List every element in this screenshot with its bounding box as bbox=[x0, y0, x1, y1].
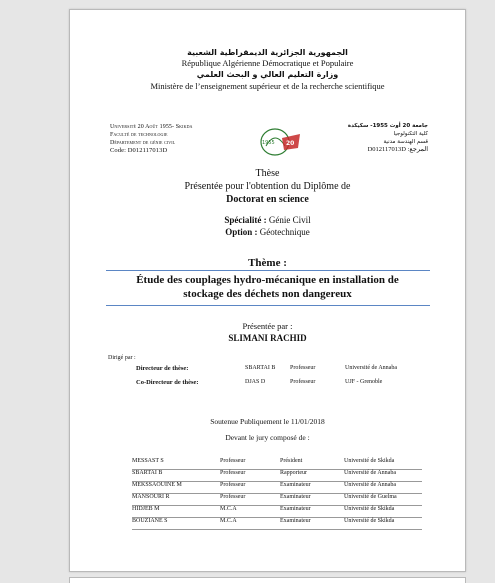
jury-row bbox=[132, 458, 432, 470]
theme-line-1: Étude des couplages hydro-mécanique en installation de bbox=[136, 274, 399, 286]
jury-institution: Université de Guelma bbox=[344, 494, 397, 500]
jury-grade: Professeur bbox=[220, 470, 246, 476]
co-director-grade: Professeur bbox=[290, 379, 316, 385]
option-value: Géotechnique bbox=[259, 227, 310, 237]
jury-name: BOUZIANE S bbox=[132, 518, 168, 524]
jury-row bbox=[132, 518, 432, 530]
jury-role: Examinateur bbox=[280, 494, 311, 500]
co-director-name: DJAS D bbox=[245, 379, 266, 385]
jury-intro: Devant le jury composé de : bbox=[225, 433, 310, 442]
jury-institution: Université de Skikda bbox=[344, 458, 395, 464]
theme-top-rule bbox=[106, 270, 430, 271]
director-grade: Professeur bbox=[290, 365, 316, 371]
jury-institution: Université de Skikda bbox=[344, 518, 395, 524]
university-name-ar: جامعة 20 أوت 1955- سكيكدة bbox=[347, 123, 428, 129]
university-logo bbox=[258, 124, 304, 160]
presented-by-label: Présentée par : bbox=[242, 321, 293, 331]
jury-name: MANSOURI R bbox=[132, 494, 170, 500]
co-director-role: Co-Directeur de thèse: bbox=[136, 379, 199, 386]
university-block-ar bbox=[338, 122, 428, 154]
jury-row bbox=[132, 494, 432, 506]
jury-institution: Université de Skikda bbox=[344, 506, 395, 512]
jury-institution: Université de Annaba bbox=[344, 482, 396, 488]
university-name: Université 20 Août 1955- Skikda bbox=[110, 124, 193, 130]
option-label: Option : bbox=[225, 227, 258, 237]
jury-role: Examinateur bbox=[280, 482, 311, 488]
theme-label: Thème : bbox=[248, 257, 287, 269]
director-role: Directeur de thèse: bbox=[136, 365, 189, 372]
svg-text:1955: 1955 bbox=[262, 140, 275, 146]
jury-role: Examinateur bbox=[280, 506, 311, 512]
jury-row-rule bbox=[132, 529, 422, 530]
jury-grade: M.C.A bbox=[220, 518, 237, 524]
jury-name: MEKSSAOUINE M bbox=[132, 482, 182, 488]
specialite-line bbox=[70, 215, 465, 225]
university-block-fr bbox=[110, 123, 193, 155]
jury-grade: Professeur bbox=[220, 482, 246, 488]
specialite-value: Génie Civil bbox=[268, 215, 311, 225]
header-arabic-ministry: وزارة التعليم العالي و البحث العلمي bbox=[196, 70, 339, 79]
jury-institution: Université de Annaba bbox=[344, 470, 396, 476]
header-ministry: Ministère de l’enseignement supérieur et de la recherche scientifique bbox=[150, 81, 385, 91]
jury-row bbox=[132, 470, 432, 482]
jury-grade: Professeur bbox=[220, 458, 246, 464]
jury-role: Examinateur bbox=[280, 518, 311, 524]
code-ar: D012117013D :المرجع bbox=[367, 146, 428, 153]
header-arabic-republic: الجمهورية الجزائرية الديمقراطية الشعبية bbox=[187, 48, 348, 57]
jury-name: SBARTAI B bbox=[132, 470, 163, 476]
jury-table bbox=[132, 458, 432, 530]
jury-name: MESSAST S bbox=[132, 458, 164, 464]
co-director-institution: UJF - Grenoble bbox=[345, 379, 383, 385]
specialite-label: Spécialité : bbox=[224, 215, 267, 225]
document-page bbox=[69, 9, 466, 572]
svg-text:20: 20 bbox=[286, 140, 295, 147]
next-page-edge bbox=[69, 577, 466, 583]
jury-name: HIDJEB M bbox=[132, 506, 160, 512]
these-label: Thèse bbox=[255, 168, 280, 179]
degree-title: Doctorat en science bbox=[226, 194, 309, 205]
defense-date: Soutenue Publiquement le 11/01/2018 bbox=[210, 417, 325, 426]
jury-grade: M.C.A bbox=[220, 506, 237, 512]
department-name: Département de génie civil bbox=[110, 140, 176, 146]
theme-bottom-rule bbox=[106, 305, 430, 306]
department-name-ar: قسم الهندسة مدنية bbox=[383, 139, 428, 145]
directed-by-label: Dirigé par : bbox=[108, 355, 136, 361]
option-line bbox=[70, 227, 465, 237]
jury-row bbox=[132, 506, 432, 518]
code-fr: Code: D012117013D bbox=[110, 147, 168, 154]
jury-grade: Professeur bbox=[220, 494, 246, 500]
presented-for: Présentée pour l'obtention du Diplôme de bbox=[184, 181, 351, 192]
header-republic: République Algérienne Démocratique et Populaire bbox=[181, 58, 354, 68]
director-institution: Université de Annaba bbox=[345, 365, 397, 371]
jury-row bbox=[132, 482, 432, 494]
author-name: SLIMANI RACHID bbox=[228, 333, 307, 343]
director-name: SBARTAI B bbox=[245, 365, 276, 371]
jury-role: Rapporteur bbox=[280, 470, 307, 476]
faculty-name-ar: كلية التكنولوجيا bbox=[393, 131, 428, 137]
faculty-name: Faculté de technologie bbox=[110, 132, 168, 138]
jury-role: Président bbox=[280, 458, 303, 464]
theme-line-2: stockage des déchets non dangereux bbox=[183, 288, 352, 300]
